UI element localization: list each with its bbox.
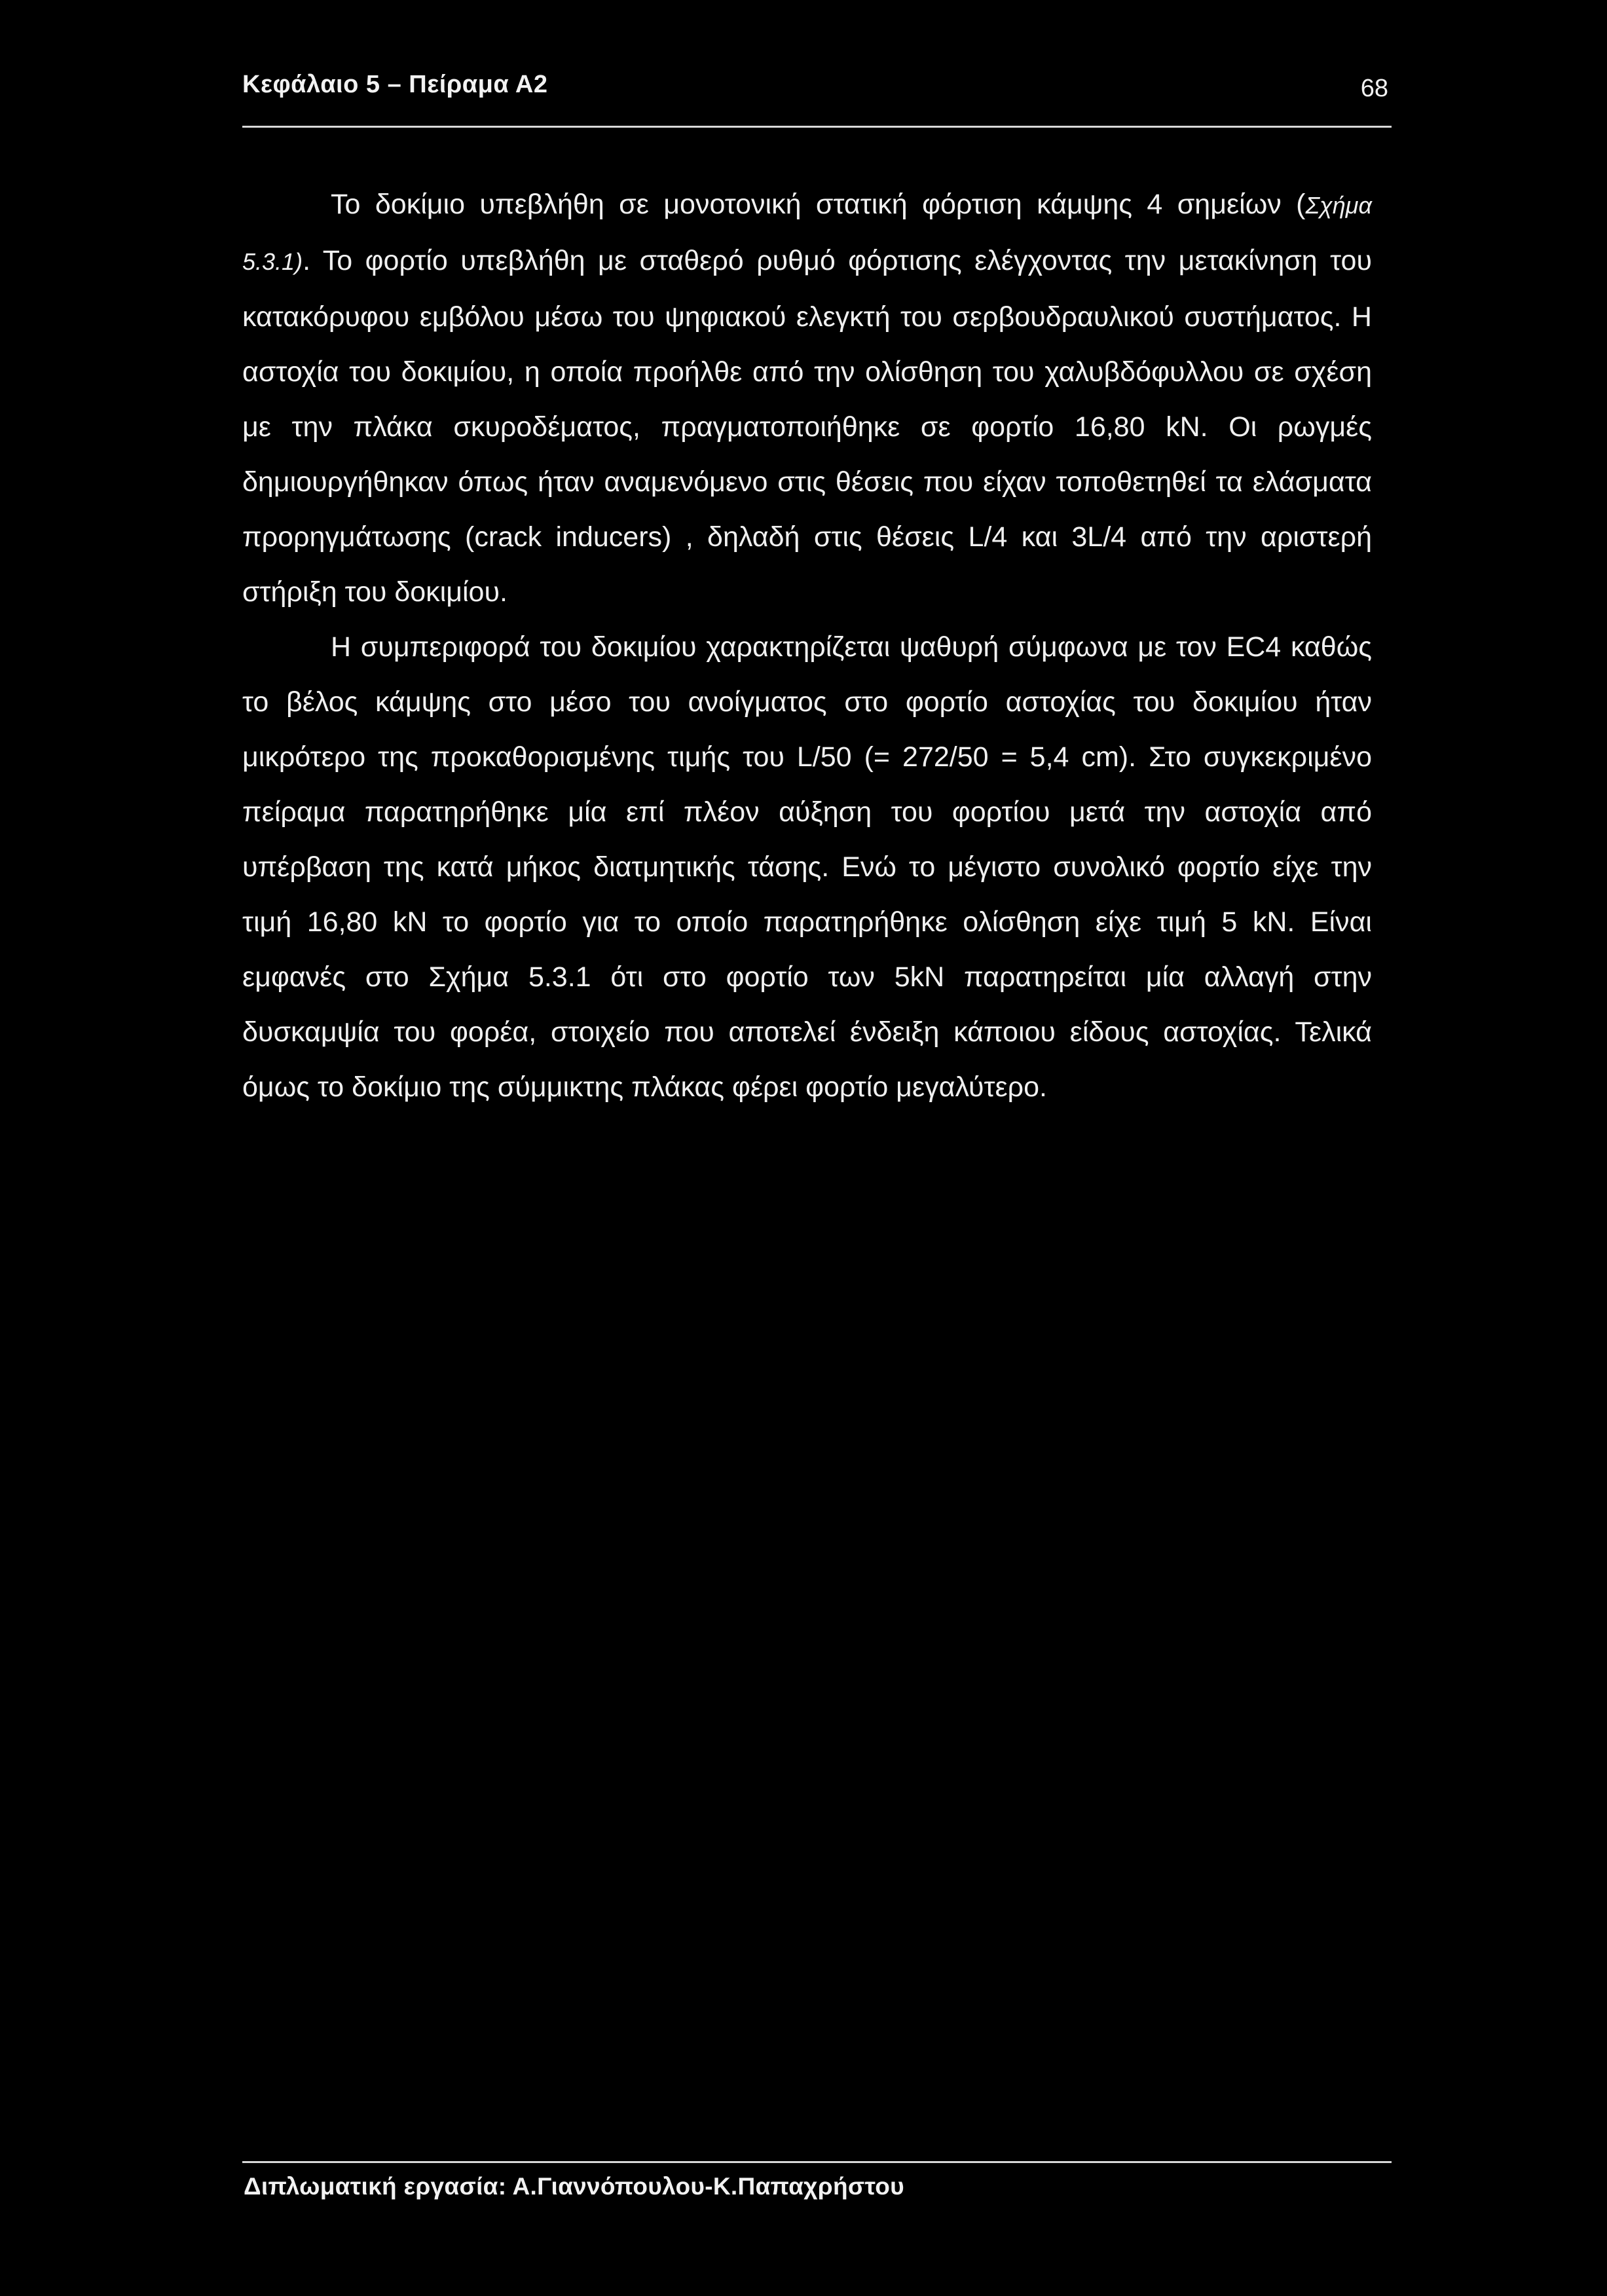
body-text — [242, 177, 1372, 1115]
footer-divider — [242, 2161, 1392, 2163]
header-divider — [242, 126, 1392, 128]
page-number: 68 — [1360, 75, 1388, 102]
footer-text: Διπλωματική εργασία: Α.Γιαννόπουλου-Κ.Παπαχρήστου — [244, 2173, 904, 2200]
paragraph-1 — [242, 177, 1372, 620]
paragraph-2: Η συμπεριφορά του δοκιμίου χαρακτηρίζεται ψαθυρή σύμφωνα με τον EC4 καθώς το βέλος κάμψης στο μέσο του ανοίγματος στο φορτίο αστοχίας του δοκιμίου ήταν μικρότερο της προκαθορισμένης τιμής του L/50 (= 272/50 = 5,4 cm). Στο συγκεκριμένο πείραμα παρατηρήθηκε μία επί πλέον αύξηση του φορτίου μετά την αστοχία από υπέρβαση της κατά μήκος διατμητικής τάσης. Ενώ το μέγιστο συνολικό φορτίο είχε την τιμή 16,80 kN το φορτίο για το οποίο παρατηρήθηκε ολίσθηση είχε τιμή 5 kN. Είναι εμφανές στο Σχήμα 5.3.1 ότι στο φορτίο των 5kN παρατηρείται μία αλλαγή στην δυσκαμψία του φορέα, στοιχείο που αποτελεί ένδειξη κάποιου είδους αστοχίας. Τελικά όμως το δοκίμιο της σύμμικτης πλάκας φέρει φορτίο μεγαλύτερο. — [242, 631, 1372, 1103]
page-header — [242, 71, 1388, 103]
paragraph-1-rest: . Το φορτίο υπεβλήθη με σταθερό ρυθμό φόρτισης ελέγχοντας την μετακίνηση του κατακόρυφου εμβόλου μέσω του ψηφιακού ελεγκτή του σερβουδραυλικού συστήματος. Η αστοχία του δοκιμίου, η οποία προήλθε από την ολίσθηση του χαλυβδόφυλλου σε σχέση με την πλάκα σκυροδέματος, πραγματοποιήθηκε σε φορτίο 16,80 kN. Οι ρωγμές δημιουργήθηκαν όπως ήταν αναμενόμενο στις θέσεις που είχαν τοποθετηθεί τα ελάσματα προρηγμάτωσης (crack inducers) , δηλαδή στις θέσεις L/4 και 3L/4 από την αριστερή στήριξη του δοκιμίου. — [242, 245, 1372, 608]
figure-reference: Σχήμα 5.3.1) — [242, 192, 1372, 275]
chapter-label: Κεφάλαιο 5 – Πείραμα Α2 — [242, 71, 548, 98]
paragraph-1-start: Το δοκίμιο υπεβλήθη σε μονοτονική στατική φόρτιση κάμψης 4 σημείων ( — [331, 189, 1306, 220]
